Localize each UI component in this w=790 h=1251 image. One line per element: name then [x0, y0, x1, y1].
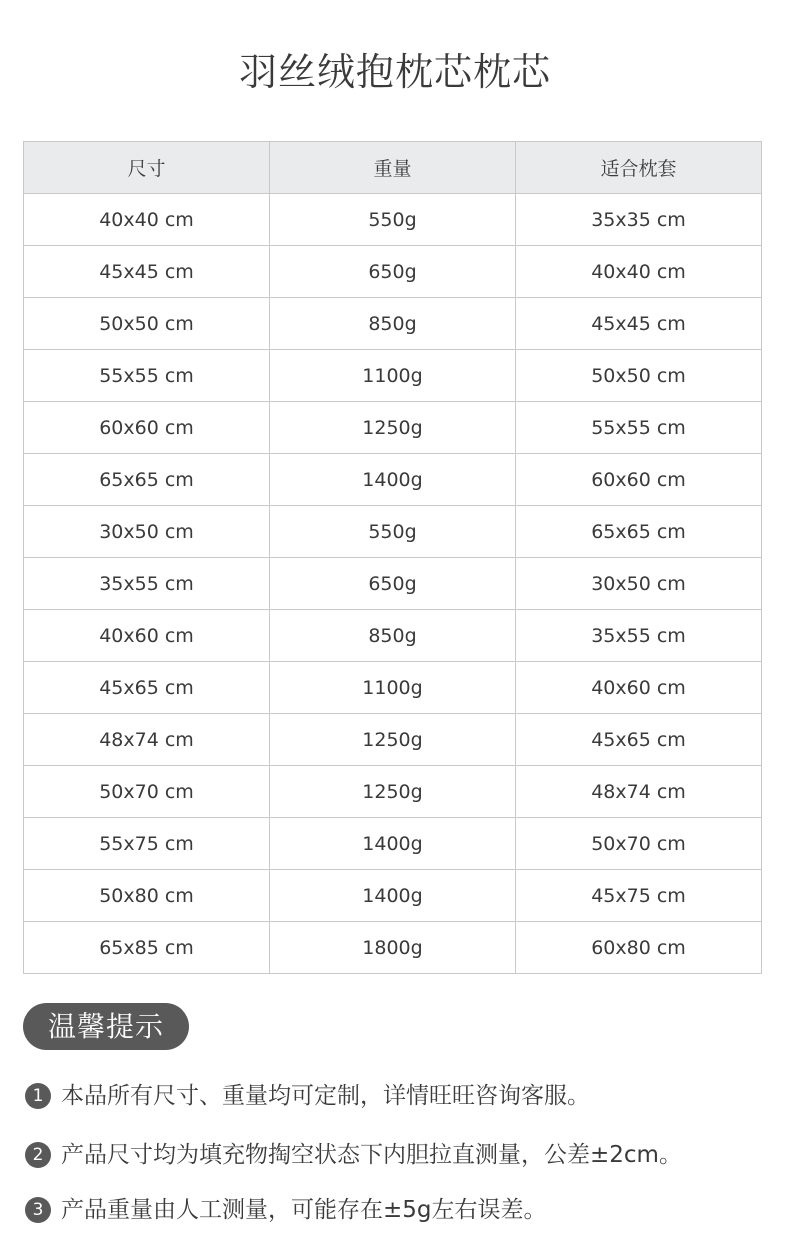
cell-pillowcase: 35x55 cm	[516, 610, 762, 662]
table-row	[24, 298, 762, 350]
header-weight: 重量	[270, 142, 516, 194]
cell-pillowcase: 30x50 cm	[516, 558, 762, 610]
tip-item-1	[25, 1079, 590, 1113]
cell-pillowcase: 48x74 cm	[516, 766, 762, 818]
cell-pillowcase: 60x80 cm	[516, 922, 762, 974]
header-pillowcase: 适合枕套	[516, 142, 762, 194]
table-row	[24, 350, 762, 402]
cell-weight: 1250g	[270, 714, 516, 766]
cell-pillowcase: 50x50 cm	[516, 350, 762, 402]
cell-weight: 1250g	[270, 766, 516, 818]
cell-weight: 1100g	[270, 662, 516, 714]
cell-weight: 650g	[270, 246, 516, 298]
cell-pillowcase: 45x65 cm	[516, 714, 762, 766]
table-row	[24, 246, 762, 298]
cell-size: 35x55 cm	[24, 558, 270, 610]
tips-badge: 温馨提示	[23, 1003, 189, 1050]
cell-size: 40x60 cm	[24, 610, 270, 662]
cell-pillowcase: 60x60 cm	[516, 454, 762, 506]
cell-weight: 850g	[270, 610, 516, 662]
cell-pillowcase: 45x45 cm	[516, 298, 762, 350]
table-row	[24, 766, 762, 818]
tip-item-2	[25, 1138, 682, 1172]
cell-pillowcase: 40x60 cm	[516, 662, 762, 714]
table-row	[24, 402, 762, 454]
cell-weight: 550g	[270, 506, 516, 558]
table-row	[24, 922, 762, 974]
cell-pillowcase: 40x40 cm	[516, 246, 762, 298]
tip-text: 产品尺寸均为填充物掏空状态下内胆拉直测量，公差±2cm。	[61, 1142, 682, 1168]
header-size: 尺寸	[24, 142, 270, 194]
cell-size: 60x60 cm	[24, 402, 270, 454]
cell-size: 50x80 cm	[24, 870, 270, 922]
table-row	[24, 714, 762, 766]
cell-size: 30x50 cm	[24, 506, 270, 558]
cell-size: 50x70 cm	[24, 766, 270, 818]
cell-pillowcase: 50x70 cm	[516, 818, 762, 870]
cell-weight: 1800g	[270, 922, 516, 974]
cell-size: 45x65 cm	[24, 662, 270, 714]
tip-number-badge: 3	[25, 1197, 51, 1223]
cell-size: 55x55 cm	[24, 350, 270, 402]
cell-weight: 650g	[270, 558, 516, 610]
cell-weight: 1400g	[270, 818, 516, 870]
cell-size: 55x75 cm	[24, 818, 270, 870]
tip-item-3	[25, 1193, 547, 1227]
tip-number-badge: 2	[25, 1142, 51, 1168]
cell-size: 65x65 cm	[24, 454, 270, 506]
table-row	[24, 194, 762, 246]
table-row	[24, 454, 762, 506]
size-table	[23, 141, 762, 974]
table-row	[24, 506, 762, 558]
cell-pillowcase: 65x65 cm	[516, 506, 762, 558]
cell-size: 40x40 cm	[24, 194, 270, 246]
cell-size: 50x50 cm	[24, 298, 270, 350]
table-row	[24, 610, 762, 662]
cell-weight: 1400g	[270, 870, 516, 922]
table-row	[24, 870, 762, 922]
tip-text: 本品所有尺寸、重量均可定制，详情旺旺咨询客服。	[61, 1083, 590, 1109]
cell-weight: 1250g	[270, 402, 516, 454]
cell-weight: 850g	[270, 298, 516, 350]
table-body	[24, 194, 762, 974]
tip-text: 产品重量由人工测量，可能存在±5g左右误差。	[61, 1197, 547, 1223]
page-title: 羽丝绒抱枕芯枕芯	[238, 50, 551, 94]
cell-size: 45x45 cm	[24, 246, 270, 298]
tip-number-badge: 1	[25, 1083, 51, 1109]
cell-weight: 550g	[270, 194, 516, 246]
table-header-row	[24, 142, 762, 194]
cell-size: 65x85 cm	[24, 922, 270, 974]
table-row	[24, 662, 762, 714]
table-row	[24, 558, 762, 610]
cell-pillowcase: 35x35 cm	[516, 194, 762, 246]
table-row	[24, 818, 762, 870]
cell-size: 48x74 cm	[24, 714, 270, 766]
cell-pillowcase: 45x75 cm	[516, 870, 762, 922]
cell-pillowcase: 55x55 cm	[516, 402, 762, 454]
cell-weight: 1100g	[270, 350, 516, 402]
cell-weight: 1400g	[270, 454, 516, 506]
